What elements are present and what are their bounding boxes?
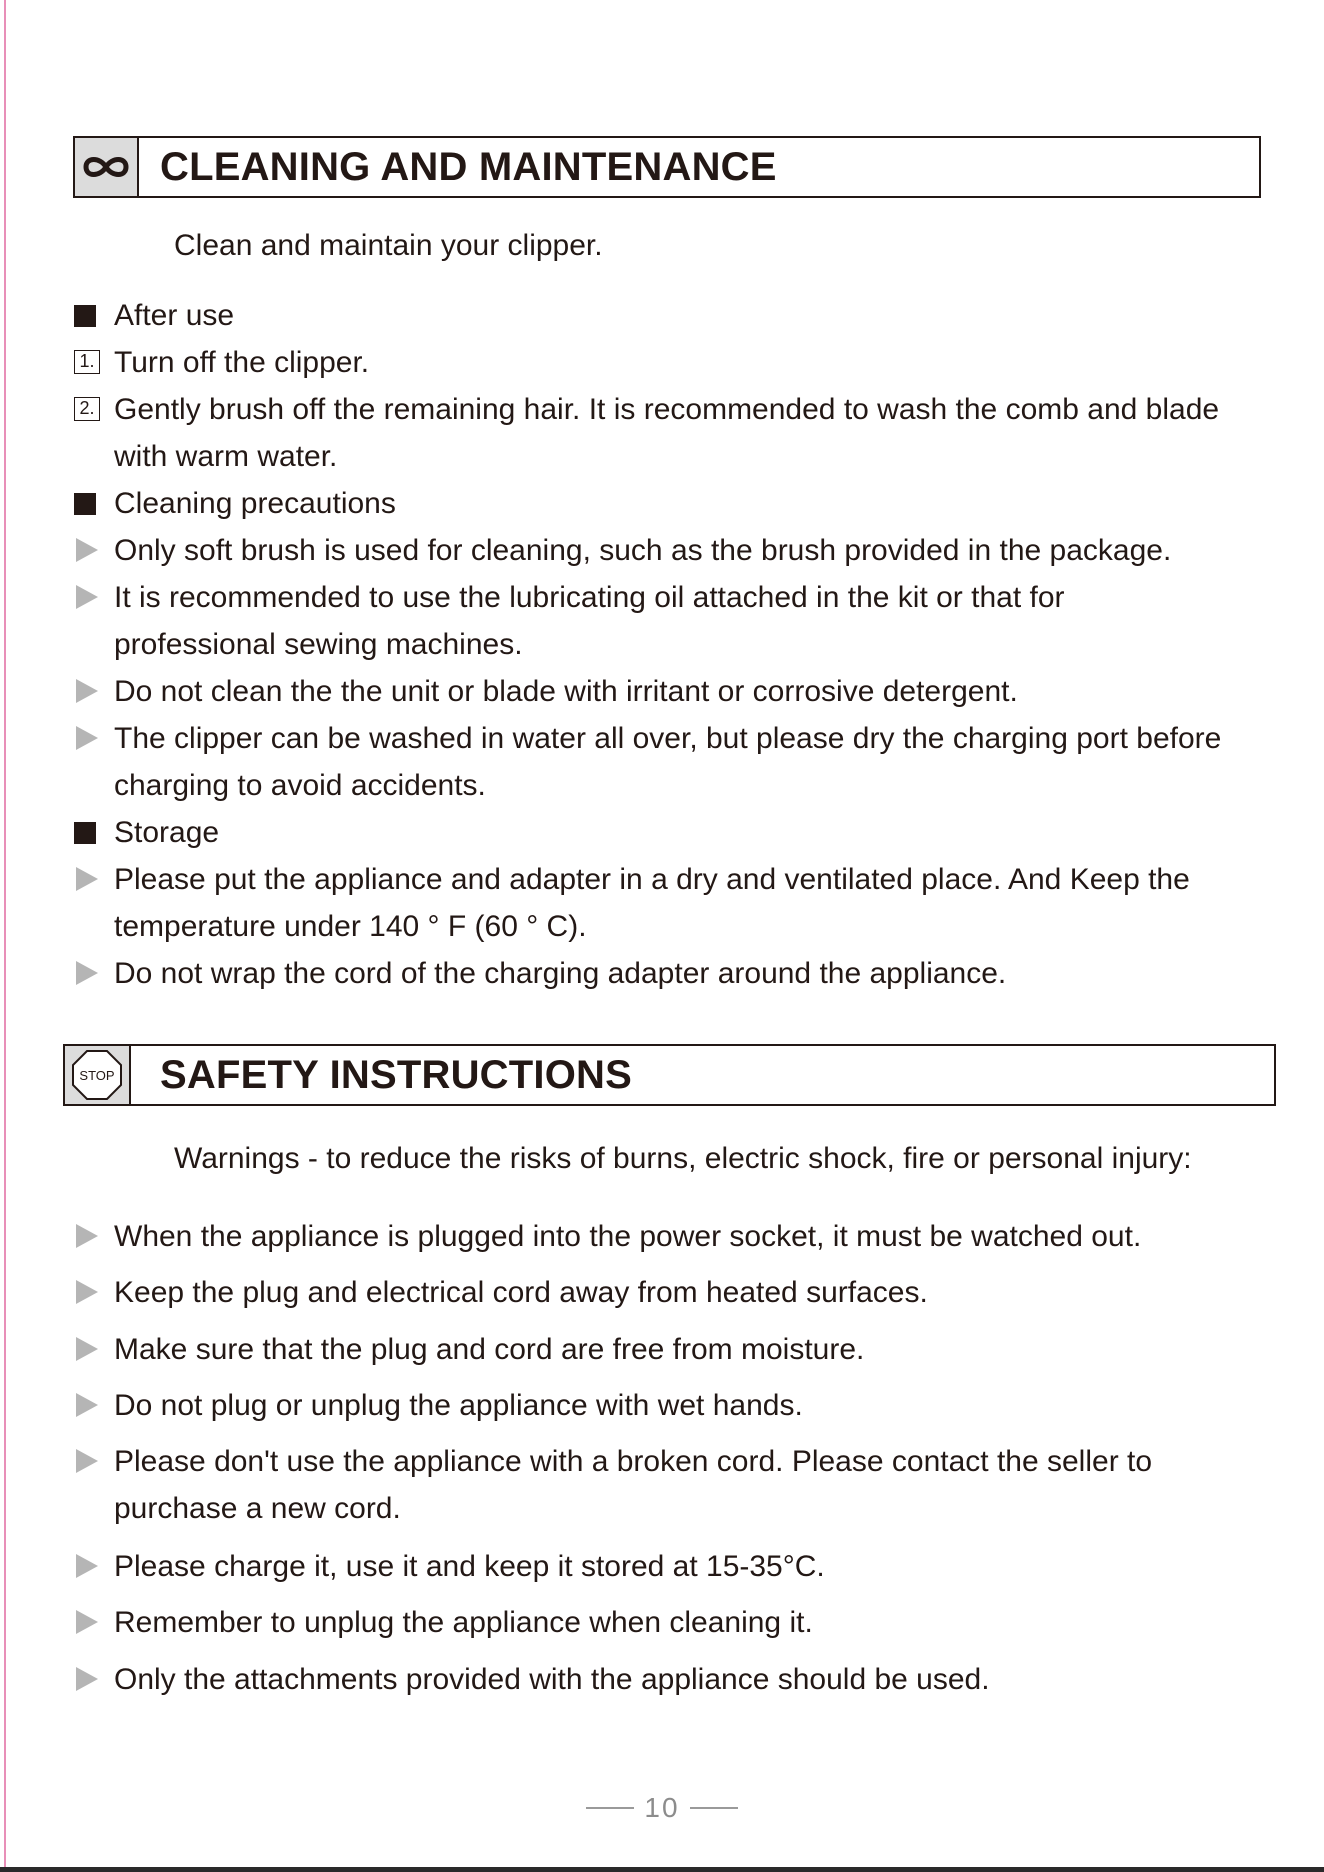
list-item: Please don't use the appliance with a broken cord. Please contact the seller to purchase a new cord. <box>74 1438 1276 1532</box>
list-item: The clipper can be washed in water all over, but please dry the charging port before charging to avoid accidents. <box>74 715 1276 809</box>
square-bullet-icon <box>74 305 96 327</box>
after-use-heading: After use <box>74 292 1276 339</box>
triangle-bullet-icon <box>76 1224 98 1248</box>
storage-heading: Storage <box>74 809 1276 856</box>
list-item: Make sure that the plug and cord are free from moisture. <box>74 1326 1276 1373</box>
page-number: 10 <box>0 1792 1324 1824</box>
step-number: 2. <box>74 397 100 421</box>
square-bullet-icon <box>74 493 96 515</box>
list-item: Only the attachments provided with the appliance should be used. <box>74 1656 1276 1703</box>
svg-text:STOP: STOP <box>79 1068 115 1083</box>
triangle-bullet-icon <box>76 1554 98 1578</box>
triangle-bullet-icon <box>76 867 98 891</box>
list-item: Do not clean the the unit or blade with irritant or corrosive detergent. <box>74 668 1276 715</box>
safety-section-header <box>63 1044 1276 1106</box>
triangle-bullet-icon <box>76 1280 98 1304</box>
list-item: 2. Gently brush off the remaining hair. It is recommended to wash the comb and blade with warm water. <box>74 386 1276 480</box>
list-item: Please put the appliance and adapter in a dry and ventilated place. And Keep the temperature under 140 ° F (60 ° C). <box>74 856 1316 950</box>
triangle-bullet-icon <box>76 679 98 703</box>
list-item: 1. Turn off the clipper. <box>74 339 1276 386</box>
triangle-bullet-icon <box>76 538 98 562</box>
list-item: Only soft brush is used for cleaning, such as the brush provided in the package. <box>74 527 1304 574</box>
margin-line <box>4 0 6 1872</box>
list-item: Remember to unplug the appliance when cleaning it. <box>74 1599 1276 1646</box>
triangle-bullet-icon <box>76 1610 98 1634</box>
triangle-bullet-icon <box>76 1667 98 1691</box>
triangle-bullet-icon <box>76 1449 98 1473</box>
list-item: Keep the plug and electrical cord away from heated surfaces. <box>74 1269 1276 1316</box>
bottom-border <box>0 1867 1324 1872</box>
stop-sign-icon <box>65 1046 131 1104</box>
precautions-heading: Cleaning precautions <box>74 480 1276 527</box>
dash-left <box>586 1807 634 1809</box>
square-bullet-icon <box>74 822 96 844</box>
cleaning-section-header <box>73 136 1261 198</box>
step-number: 1. <box>74 350 100 374</box>
triangle-bullet-icon <box>76 1337 98 1361</box>
triangle-bullet-icon <box>76 726 98 750</box>
list-item: Please charge it, use it and keep it stored at 15-35°C. <box>74 1543 1276 1590</box>
list-item: Do not plug or unplug the appliance with wet hands. <box>74 1382 1276 1429</box>
safety-title: SAFETY INSTRUCTIONS <box>160 1052 632 1097</box>
list-item: When the appliance is plugged into the power socket, it must be watched out. <box>74 1213 1276 1260</box>
safety-intro: Warnings - to reduce the risks of burns, electric shock, fire or personal injury: <box>174 1142 1192 1175</box>
infinity-icon <box>75 138 139 196</box>
triangle-bullet-icon <box>76 1393 98 1417</box>
cleaning-title: CLEANING AND MAINTENANCE <box>160 144 777 189</box>
dash-right <box>690 1807 738 1809</box>
triangle-bullet-icon <box>76 961 98 985</box>
list-item: It is recommended to use the lubricating oil attached in the kit or that for professional sewing machines. <box>74 574 1174 668</box>
list-item: Do not wrap the cord of the charging adapter around the appliance. <box>74 950 1276 997</box>
cleaning-intro: Clean and maintain your clipper. <box>174 229 603 262</box>
triangle-bullet-icon <box>76 585 98 609</box>
